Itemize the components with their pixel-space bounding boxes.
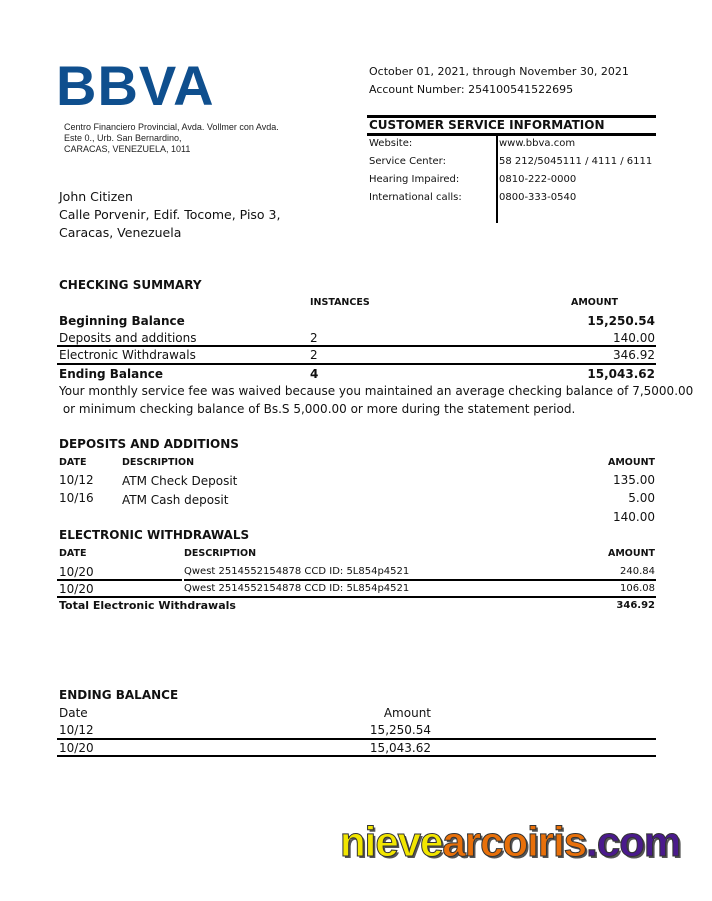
watermark-part: .com <box>586 818 681 865</box>
deposits-total: 140.00 <box>613 510 655 524</box>
col-date: Date <box>59 706 88 720</box>
col-amount: AMOUNT <box>607 457 655 468</box>
ending-balance-title: ENDING BALANCE <box>59 688 179 702</box>
col-description: DESCRIPTION <box>184 548 257 559</box>
deposits-title: DEPOSITS AND ADDITIONS <box>59 437 239 451</box>
divider <box>184 579 656 581</box>
fee-waiver-note: Your monthly service fee was waived because you maintained an average checking balance of 7,5000.00 <box>59 384 694 398</box>
divider <box>57 596 656 598</box>
summary-amount: 346.92 <box>613 348 655 362</box>
col-amount: AMOUNT <box>571 297 619 308</box>
withdrawal-amount: 106.08 <box>620 583 655 594</box>
divider <box>57 345 656 347</box>
customer-address: Caracas, Venezuela <box>59 225 182 240</box>
summary-instances: 4 <box>310 367 319 381</box>
withdrawals-total-label: Total Electronic Withdrawals <box>59 599 236 612</box>
withdrawal-description: Qwest 2514552154878 CCD ID: 5L854p4521 <box>184 583 410 594</box>
summary-amount: 140.00 <box>613 331 655 345</box>
divider <box>496 135 498 223</box>
balance-amount: 15,043.62 <box>369 741 431 755</box>
col-amount: Amount <box>383 706 431 720</box>
withdrawal-description: Qwest 2514552154878 CCD ID: 5L854p4521 <box>184 566 410 577</box>
divider <box>57 738 656 740</box>
summary-label: Deposits and additions <box>59 331 197 345</box>
customer-name: John Citizen <box>59 189 133 204</box>
customer-service-title: CUSTOMER SERVICE INFORMATION <box>369 118 605 132</box>
cs-label: Hearing Impaired: <box>369 174 460 185</box>
cs-label: Website: <box>369 138 413 149</box>
watermark <box>340 818 680 866</box>
cs-label: Service Center: <box>369 156 446 167</box>
withdrawal-date: 10/20 <box>59 582 94 596</box>
balance-date: 10/20 <box>59 741 94 755</box>
cs-value: 58 212/5045111 / 4111 / 6111 <box>499 156 653 167</box>
summary-instances: 2 <box>310 348 318 362</box>
summary-label: Electronic Withdrawals <box>59 348 196 362</box>
withdrawals-title: ELECTRONIC WITHDRAWALS <box>59 528 250 542</box>
summary-amount: 15,043.62 <box>587 367 655 381</box>
watermark-part: nieve <box>340 818 443 865</box>
col-amount: AMOUNT <box>607 548 655 559</box>
website-link[interactable]: www.bbva.com <box>499 138 576 149</box>
divider <box>57 363 656 365</box>
bank-address-line: Este 0., Urb. San Bernardino, <box>64 133 182 143</box>
withdrawal-date: 10/20 <box>59 565 94 579</box>
deposit-date: 10/16 <box>59 491 94 505</box>
watermark-part: arcoiris <box>442 818 587 865</box>
balance-amount: 15,250.54 <box>369 723 431 737</box>
divider <box>367 133 656 136</box>
deposit-description: ATM Cash deposit <box>122 493 229 507</box>
bank-address <box>64 122 279 155</box>
col-date: DATE <box>59 548 87 559</box>
summary-label: Beginning Balance <box>59 314 185 328</box>
bank-address-line: CARACAS, VENEZUELA, 1011 <box>64 144 191 154</box>
bank-address-line: Centro Financiero Provincial, Avda. Vollmer con Avda. <box>64 122 279 132</box>
statement-period: October 01, 2021, through November 30, 2021 <box>369 65 629 78</box>
summary-label: Ending Balance <box>59 367 164 381</box>
summary-amount: 15,250.54 <box>587 314 655 328</box>
summary-instances: 2 <box>310 331 318 345</box>
divider <box>57 755 656 757</box>
balance-date: 10/12 <box>59 723 94 737</box>
cs-value: 0810-222-0000 <box>499 174 577 185</box>
cs-label: International calls: <box>369 192 462 203</box>
cs-value: 0800-333-0540 <box>499 192 577 203</box>
withdrawal-amount: 240.84 <box>620 566 655 577</box>
deposit-amount: 5.00 <box>628 491 655 505</box>
col-description: DESCRIPTION <box>122 457 195 468</box>
col-instances: INSTANCES <box>310 297 370 308</box>
fee-waiver-note: or minimum checking balance of Bs.S 5,000.00 or more during the statement period. <box>59 402 576 416</box>
divider <box>57 579 182 581</box>
checking-summary-title: CHECKING SUMMARY <box>59 278 202 292</box>
col-date: DATE <box>59 457 87 468</box>
account-number: Account Number: 254100541522695 <box>369 83 574 96</box>
deposit-amount: 135.00 <box>613 473 655 487</box>
bbva-logo: BBVA <box>56 54 215 117</box>
deposit-date: 10/12 <box>59 473 94 487</box>
customer-address: Calle Porvenir, Edif. Tocome, Piso 3, <box>59 207 281 222</box>
deposit-description: ATM Check Deposit <box>122 474 238 488</box>
withdrawals-total: 346.92 <box>616 600 655 611</box>
